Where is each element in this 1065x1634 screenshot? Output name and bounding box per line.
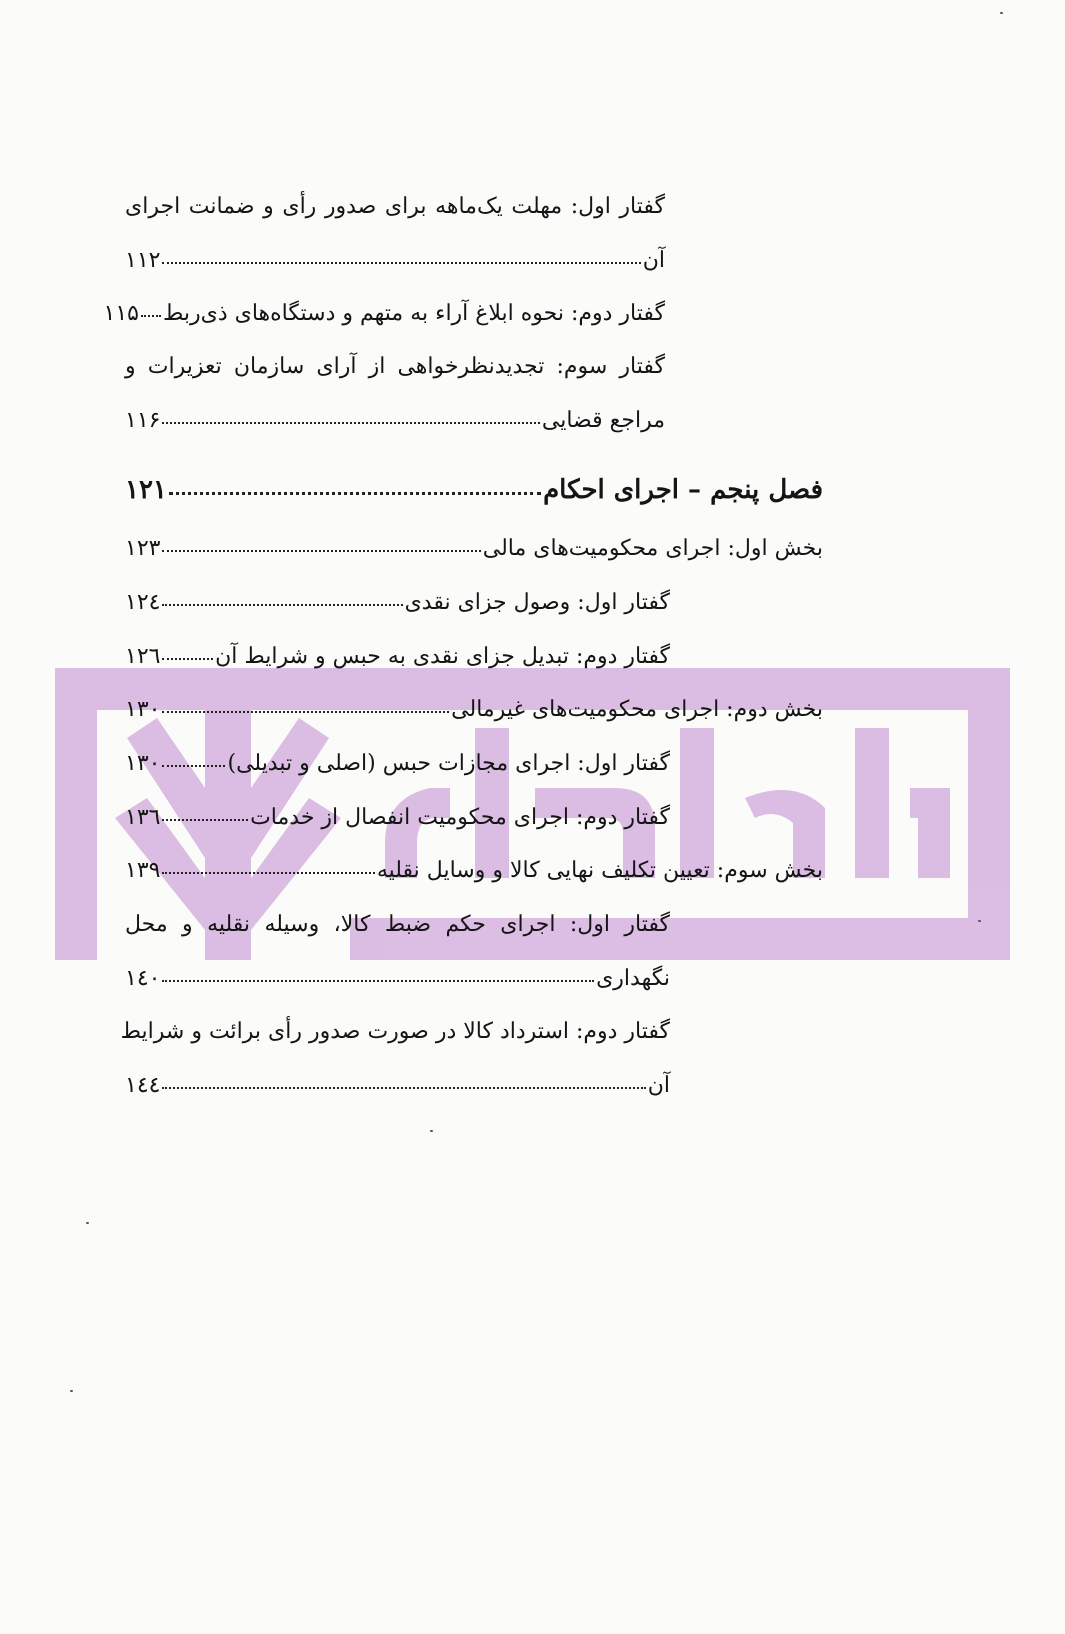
toc-entry-title: گفتار دوم: نحوه ابلاغ آراء به متهم و دستگاه‌های ذی‌ربط: [162, 301, 665, 326]
toc-page-number: ۱۲۳: [125, 536, 161, 561]
toc-entry-title: نگهداری: [596, 966, 670, 991]
toc-entry: [125, 646, 670, 668]
toc-entry: [125, 410, 665, 432]
toc-page-number: ۱۳۹: [125, 858, 161, 883]
toc-entry: [125, 753, 670, 775]
toc-entry: [125, 807, 670, 829]
toc-entry: [125, 968, 670, 990]
toc-entry-title: بخش دوم: اجرای محکومیت‌های غیرمالی: [451, 697, 823, 722]
toc-chapter-title: فصل پنجم – اجرای احکام: [543, 475, 823, 505]
toc-page-number: ۱۱۵: [103, 301, 139, 326]
dot-leader: [162, 604, 402, 606]
toc-page-number: ۱۳٦: [125, 805, 161, 830]
toc-entry-title: گفتار اول: وصول جزای نقدی: [404, 590, 670, 615]
toc-page-number: ۱۳۰: [125, 697, 161, 722]
toc-page-number: ۱۱۲: [125, 248, 161, 273]
toc-entry-title: گفتار دوم: اجرای محکومیت انفصال از خدمات: [250, 805, 670, 830]
dot-leader: [162, 819, 248, 821]
toc-part-entry: [125, 538, 823, 560]
toc-entry: [125, 250, 665, 272]
toc-entry-title: مراجع قضایی: [541, 408, 665, 433]
dot-leader: [162, 872, 374, 874]
toc-entry: [125, 1075, 670, 1097]
dot-leader: [141, 315, 161, 317]
toc-page-number: ۱۳۰: [125, 751, 161, 776]
toc-entry-title: بخش سوم: تعیین تکلیف نهایی کالا و وسایل نقلیه: [376, 858, 823, 883]
dot-leader: [169, 492, 541, 495]
toc-entry-line: گفتار اول: مهلت یک‌ماهه برای صدور رأی و ضمانت اجرای: [125, 194, 665, 219]
toc-entry-line: گفتار سوم: تجدیدنظرخواهی از آرای سازمان تعزیرات و: [125, 354, 665, 379]
toc-chapter-entry: [125, 477, 823, 503]
toc-entry: [103, 301, 665, 326]
toc-page-number: ۱٤٤: [125, 1073, 161, 1098]
toc-part-entry: [125, 699, 823, 721]
toc-entry-title: گفتار دوم: تبدیل جزای نقدی به حبس و شرایط آن: [215, 644, 670, 669]
dot-leader: [162, 262, 640, 264]
toc-page-number: ۱۲٦: [125, 644, 161, 669]
toc-part-entry: [125, 860, 823, 882]
toc-page-number: ۱۲۱: [125, 475, 167, 505]
dot-leader: [162, 711, 449, 713]
toc-entry-line: گفتار دوم: استرداد کالا در صورت صدور رأی برائت و شرایط: [120, 1019, 670, 1044]
toc-page-number: ۱۲٤: [125, 590, 161, 615]
dot-leader: [162, 658, 213, 660]
dot-leader: [162, 765, 225, 767]
toc-page-number: ۱۱۶: [125, 408, 161, 433]
toc-entry-title: آن: [642, 248, 665, 273]
toc-entry: [125, 592, 670, 614]
dot-leader: [162, 980, 594, 982]
dot-leader: [162, 1087, 645, 1089]
dot-leader: [162, 422, 539, 424]
toc-entry-title: گفتار اول: اجرای مجازات حبس (اصلی و تبدیلی): [227, 751, 670, 776]
toc-entry-line: گفتار اول: اجرای حکم ضبط کالا، وسیله نقلیه و محل: [125, 912, 670, 937]
toc-entry-title: بخش اول: اجرای محکومیت‌های مالی: [482, 536, 823, 561]
toc-page-number: ۱٤۰: [125, 966, 161, 991]
toc-entry-title: آن: [647, 1073, 670, 1098]
dot-leader: [162, 550, 480, 552]
